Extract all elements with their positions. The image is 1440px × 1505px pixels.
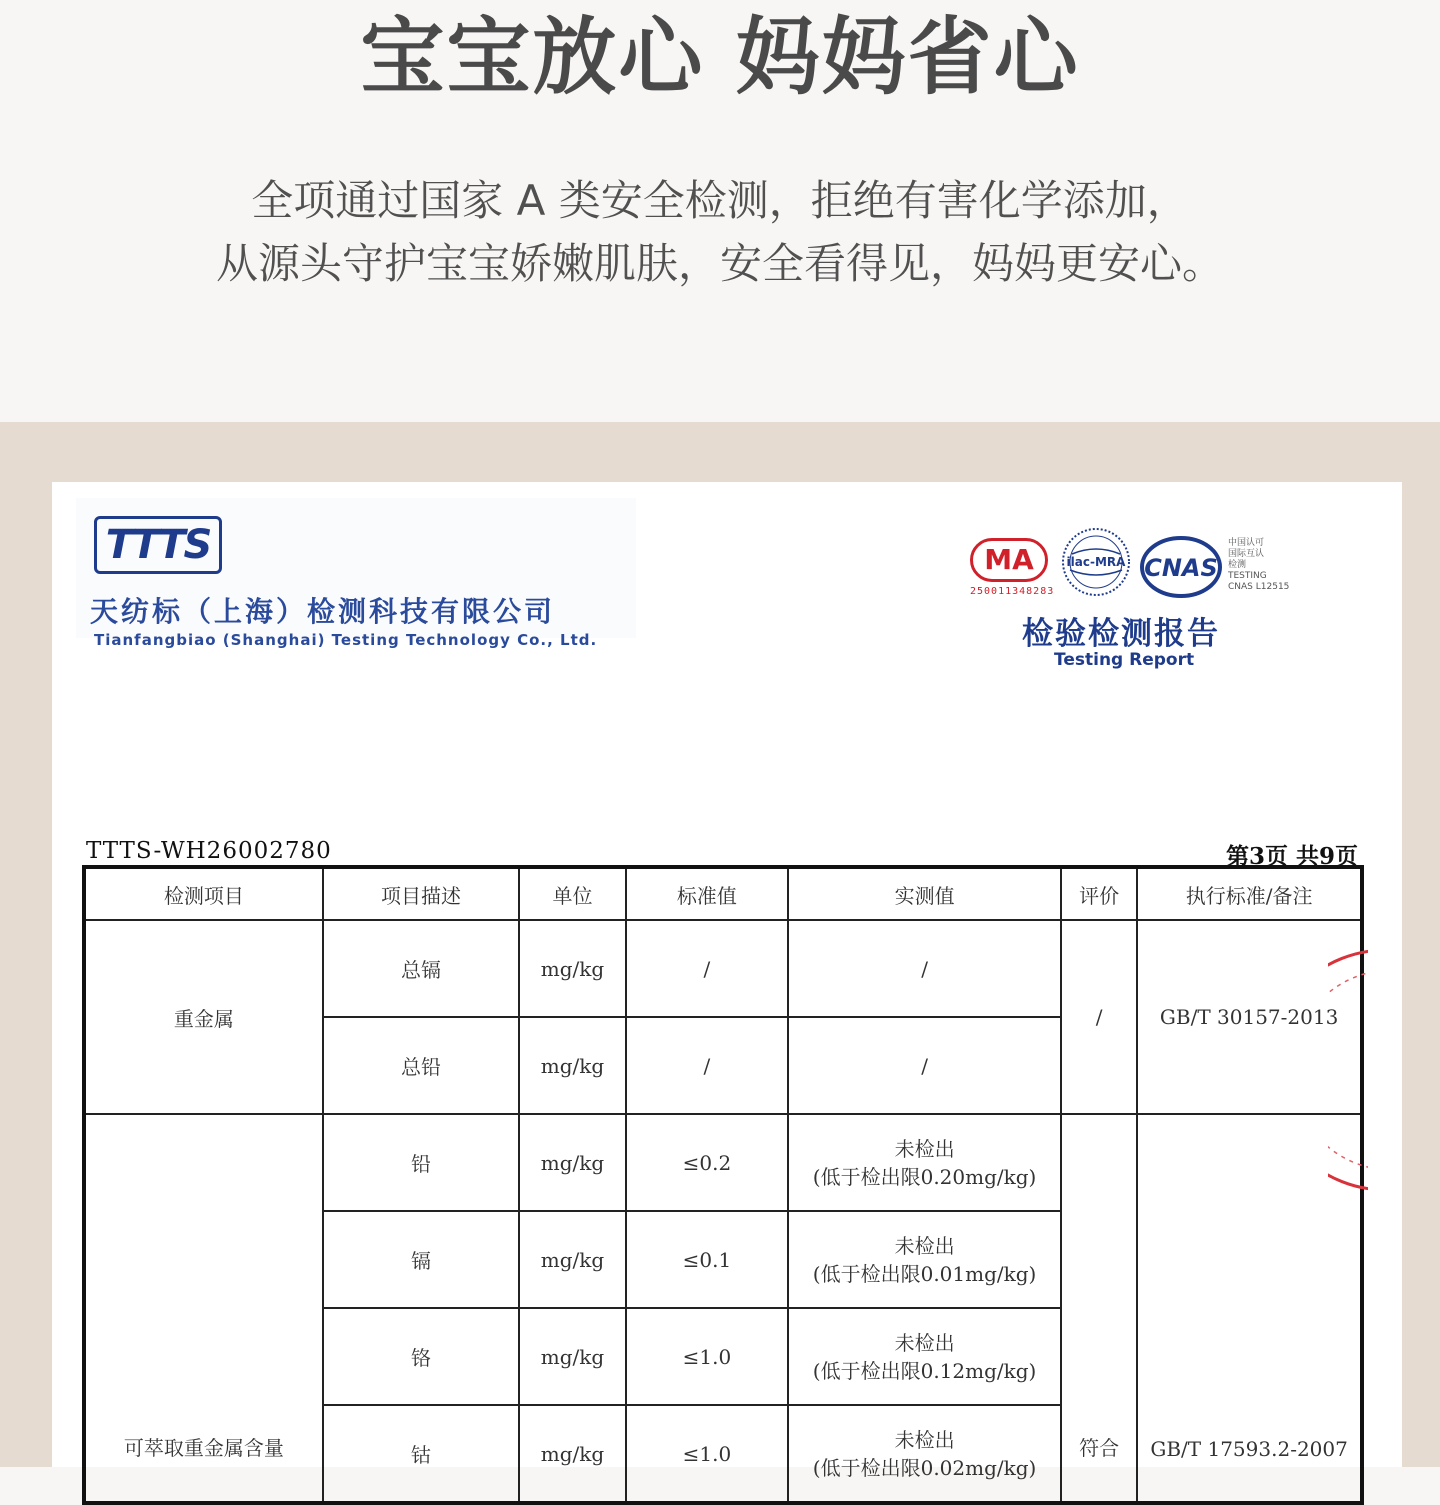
cell-evaluation: 符合 [1061, 1114, 1137, 1503]
header-unit: 单位 [519, 867, 625, 920]
red-seal-stamp-icon [1328, 940, 1368, 1200]
cell-description: 总铅 [323, 1017, 520, 1114]
hero-subtitle-line2: 从源头守护宝宝娇嫩肌肤，安全看得见，妈妈更安心。 [215, 239, 1224, 288]
header-description: 项目描述 [323, 867, 520, 920]
cell-measured-value [788, 1405, 1061, 1503]
cma-certification-icon: MA [970, 538, 1048, 582]
header-evaluation: 评价 [1061, 867, 1137, 920]
cell-standard: GB/T 17593.2-2007 [1137, 1114, 1362, 1503]
detection-limit: (低于检出限0.20mg/kg) [812, 1164, 1037, 1189]
cell-description: 铬 [323, 1308, 520, 1405]
report-number: TTTS-WH26002780 [86, 838, 332, 864]
ttts-logo-mark: TTTS [94, 516, 222, 574]
detection-limit: (低于检出限0.02mg/kg) [812, 1455, 1037, 1480]
cell-measured-value [788, 1308, 1061, 1405]
cell-description: 铅 [323, 1114, 520, 1211]
company-name-cn: 天纺标（上海）检测科技有限公司 [90, 595, 556, 628]
cell-unit: mg/kg [519, 920, 625, 1017]
header-measured-value: 实测值 [788, 867, 1061, 920]
cnas-side-line: CNAS L12515 [1228, 582, 1290, 592]
test-report-document [52, 482, 1402, 1480]
results-table [82, 865, 1364, 1505]
cma-number: 250011348283 [970, 586, 1055, 597]
ilac-mra-icon [1060, 526, 1132, 598]
cnas-side-text [1228, 538, 1289, 593]
cell-standard-value: / [626, 920, 789, 1017]
table-row [84, 920, 1362, 1017]
cell-unit: mg/kg [519, 1114, 625, 1211]
cell-standard-value: ≤1.0 [626, 1405, 789, 1503]
cell-unit: mg/kg [519, 1017, 625, 1114]
table-row [84, 1114, 1362, 1211]
cell-description: 钴 [323, 1405, 520, 1503]
cnas-side-line: TESTING [1228, 571, 1267, 581]
detection-limit: (低于检出限0.12mg/kg) [812, 1358, 1037, 1383]
hero-section [0, 0, 1440, 422]
report-title-cn: 检验检测报告 [1022, 616, 1220, 652]
cnas-icon [1140, 536, 1222, 598]
cnas-label: CNAS [1144, 554, 1218, 582]
cell-measured-value: / [788, 1017, 1061, 1114]
cell-unit: mg/kg [519, 1405, 625, 1503]
company-name-en: Tianfangbiao (Shanghai) Testing Technology Co., Ltd. [94, 631, 598, 649]
page-indicator: 第3页 共9页 [1225, 843, 1358, 870]
cell-standard: GB/T 30157-2013 [1137, 920, 1362, 1114]
report-title-en: Testing Report [1054, 650, 1195, 670]
measured-result: 未检出 [894, 1233, 955, 1258]
cell-measured-value [788, 1211, 1061, 1308]
measured-result: 未检出 [894, 1136, 955, 1161]
cell-unit: mg/kg [519, 1308, 625, 1405]
cnas-side-line: 检测 [1228, 560, 1247, 570]
cell-measured-value: / [788, 920, 1061, 1017]
hero-title: 宝宝放心 妈妈省心 [360, 8, 1080, 106]
cell-unit: mg/kg [519, 1211, 625, 1308]
header-standard-remark: 执行标准/备注 [1137, 867, 1362, 920]
ilac-label: ilac-MRA [1066, 555, 1126, 569]
cell-measured-value [788, 1114, 1061, 1211]
hero-subtitle-line1: 全项通过国家 A 类安全检测，拒绝有害化学添加， [251, 176, 1189, 225]
group-item-heavy-metal: 重金属 [84, 920, 323, 1114]
cell-standard-value: / [626, 1017, 789, 1114]
cell-description: 镉 [323, 1211, 520, 1308]
header-test-item: 检测项目 [84, 867, 323, 920]
table-header-row [84, 867, 1362, 920]
group-item-extractable-metals: 可萃取重金属含量 [84, 1114, 323, 1503]
measured-result: 未检出 [894, 1330, 955, 1355]
cell-description: 总镉 [323, 920, 520, 1017]
cnas-side-line: 中国认可 [1228, 538, 1265, 548]
cell-standard-value: ≤0.2 [626, 1114, 789, 1211]
cnas-side-line: 国际互认 [1228, 549, 1265, 559]
header-standard-value: 标准值 [626, 867, 789, 920]
detection-limit: (低于检出限0.01mg/kg) [812, 1261, 1037, 1286]
measured-result: 未检出 [894, 1427, 955, 1452]
cell-standard-value: ≤1.0 [626, 1308, 789, 1405]
company-logo [76, 498, 636, 649]
cell-standard-value: ≤0.1 [626, 1211, 789, 1308]
cell-evaluation: / [1061, 920, 1137, 1114]
